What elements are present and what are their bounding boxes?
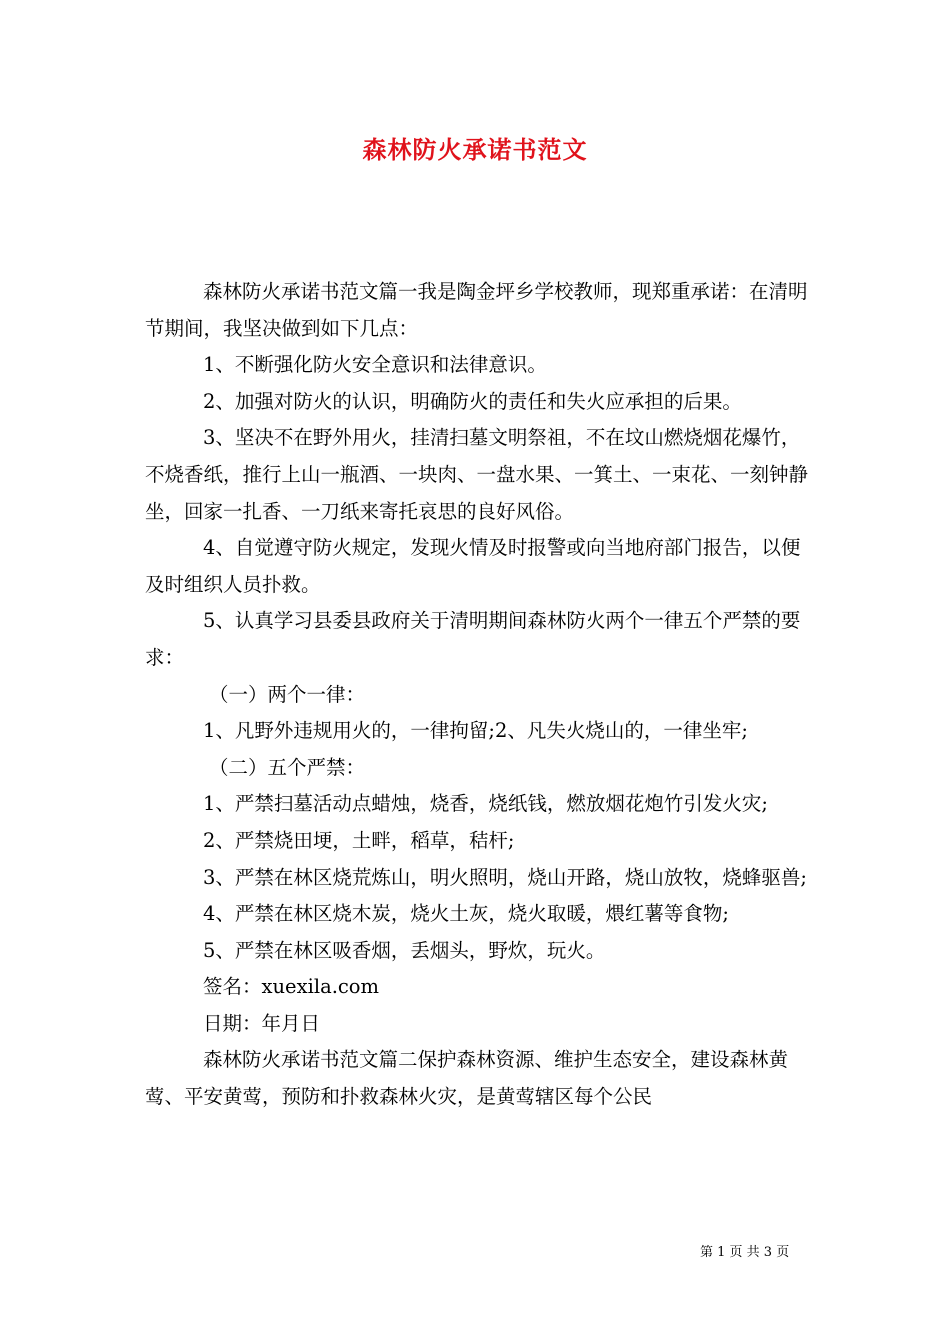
paragraph-part-two: 森林防火承诺书范文篇二保护森林资源、维护生态安全，建设森林黄莺、平安黄莺，预防和扑救森林火灾，是黄莺辖区每个公民 <box>145 1048 789 1109</box>
prohibition-2: 2、严禁烧田埂，土畔，稻草，秸杆; <box>203 828 515 852</box>
prohibition-4: 4、严禁在林区烧木炭，烧火土灰，烧火取暖，煨红薯等食物; <box>203 902 729 926</box>
prohibition-5: 5、严禁在林区吸香烟，丢烟头，野炊，玩火。 <box>203 938 606 962</box>
paragraph-item-4: 4、自觉遵守防火规定，发现火情及时报警或向当地府部门报告，以便及时组织人员扑救。 <box>145 536 801 596</box>
subheading-two-rules: （一）两个一律： <box>209 682 366 706</box>
document-body <box>145 274 810 1116</box>
subheading-five-prohibitions: （二）五个严禁： <box>209 755 366 779</box>
prohibition-1: 1、严禁扫墓活动点蜡烛，烧香，烧纸钱，燃放烟花炮竹引发火灾; <box>203 792 768 816</box>
paragraph-item-1: 1、不断强化防火安全意识和法律意识。 <box>203 353 547 377</box>
date-line: 日期：年月日 <box>203 1011 321 1035</box>
paragraph-two-rules: 1、凡野外违规用火的，一律拘留;2、凡失火烧山的，一律坐牢; <box>203 719 748 743</box>
signature-line: 签名：xuexila.com <box>203 975 380 999</box>
prohibition-3: 3、严禁在林区烧荒炼山，明火照明，烧山开路，烧山放牧，烧蜂驱兽; <box>203 865 807 889</box>
paragraph-item-5: 5、认真学习县委县政府关于清明期间森林防火两个一律五个严禁的要求： <box>145 609 801 669</box>
document-title: 森林防火承诺书范文 <box>362 135 588 164</box>
page-number-footer: 第 1 页 共 3 页 <box>700 1245 790 1260</box>
paragraph-intro: 森林防火承诺书范文篇一我是陶金坪乡学校教师，现郑重承诺：在清明节期间，我坚决做到如下几点： <box>145 280 808 340</box>
paragraph-item-2: 2、加强对防火的认识，明确防火的责任和失火应承担的后果。 <box>203 389 742 413</box>
paragraph-item-3: 3、坚决不在野外用火，挂清扫墓文明祭祖，不在坟山燃烧烟花爆竹，不烧香纸，推行上山一瓶酒、一块肉、一盘水果、一箕土、一束花、一刻钟静坐，回家一扎香、一刀纸来寄托哀思的良好风俗。 <box>145 426 809 523</box>
